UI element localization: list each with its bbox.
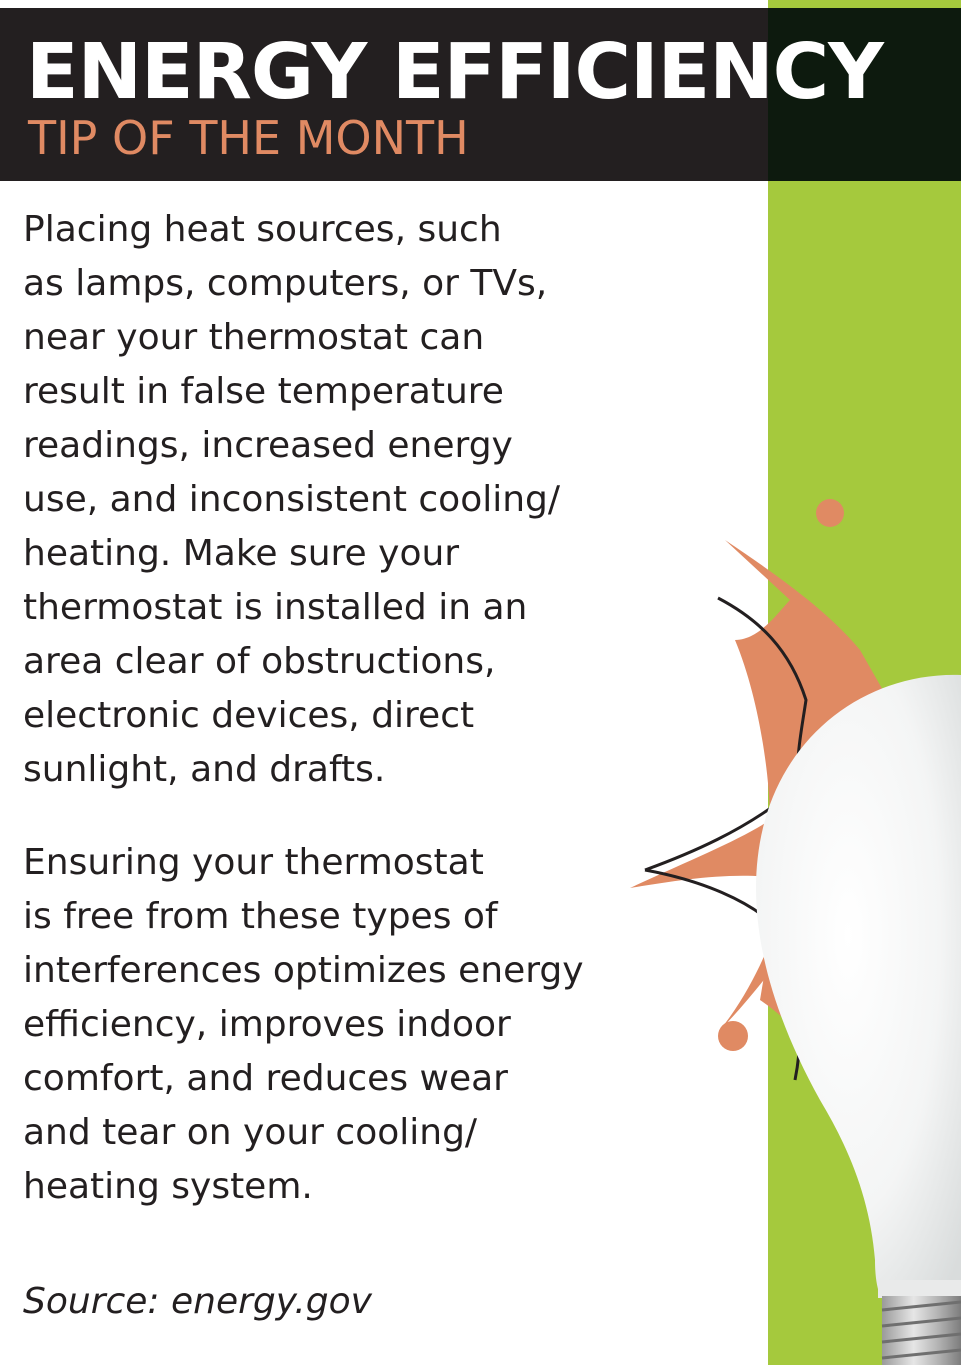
light-bulb-illustration	[600, 480, 961, 1365]
orange-dot-top	[816, 499, 844, 527]
orange-dot-bottom	[718, 1021, 748, 1051]
tip-paragraph-2: Ensuring your thermostat is free from these types of interferences optimizes energy efficiency, improves indoor comfort, and reduces wear and tear on your cooling/ heating system.	[23, 842, 584, 1207]
bulb-screw-base	[882, 1296, 961, 1365]
bulb-neck	[878, 1280, 961, 1298]
page-title: ENERGY EFFICIENCY	[26, 28, 883, 117]
tip-paragraph-1: Placing heat sources, such as lamps, computers, or TVs, near your thermostat can result in false temperature readings, increased energy use, and inconsistent cooling/ heating. Make sure your thermostat is installed in an area clear of obstructions, electronic devices, direct sunlight, and drafts.	[23, 209, 561, 790]
source-citation: Source: energy.gov	[23, 1281, 372, 1322]
page-subtitle: TIP OF THE MONTH	[28, 111, 469, 165]
